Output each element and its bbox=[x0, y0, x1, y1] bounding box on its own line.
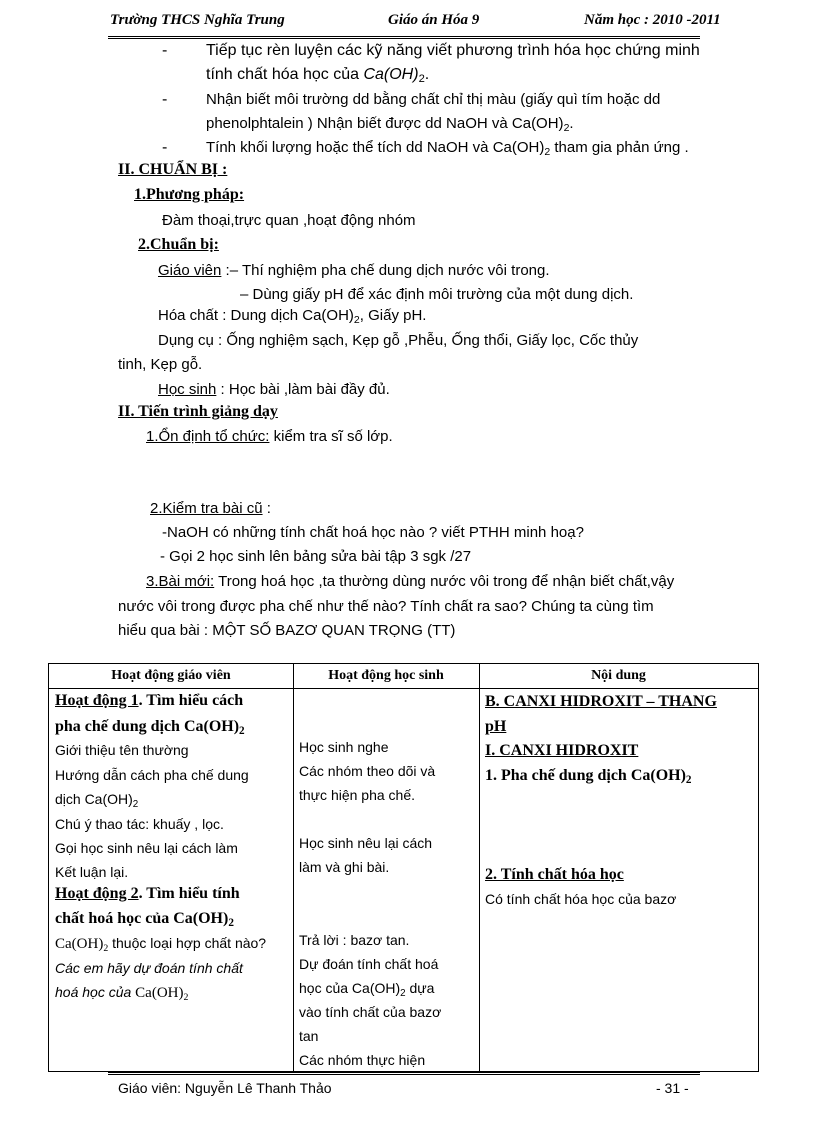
column-divider bbox=[293, 664, 294, 1071]
bullet-dash: - bbox=[162, 91, 168, 108]
new-lesson-text: Trong hoá học ,ta thường dùng nước vôi trong để nhận biết chất,vậy bbox=[214, 573, 675, 590]
teacher-line: Các em hãy dự đoán tính chất bbox=[55, 960, 243, 976]
activity-label: Hoạt động 1 bbox=[55, 692, 139, 709]
punctuation: : bbox=[262, 500, 271, 517]
content-title-canxi: I. CANXI HIDROXIT bbox=[485, 742, 639, 759]
bullet-dash: - bbox=[162, 42, 168, 59]
teacher-text: dịch Ca(OH) bbox=[55, 791, 133, 807]
teacher-prep-line2: – Dùng giấy pH để xác định môi trường của một dung dịch. bbox=[240, 286, 634, 303]
column-divider bbox=[479, 664, 480, 1071]
activity-text: pha chế dung dịch Ca(OH) bbox=[55, 718, 240, 735]
objective-text: phenolphtalein ) Nhận biết được dd NaOH và Ca(OH) bbox=[206, 115, 564, 132]
footer-teacher: Giáo viên: Nguyễn Lê Thanh Thảo bbox=[118, 1080, 332, 1096]
stable-label: 1.Ổn định tổ chức: bbox=[146, 428, 270, 445]
stable-text: kiểm tra sĩ số lớp. bbox=[269, 428, 393, 445]
method-text: Đàm thoại,trực quan ,hoạt động nhóm bbox=[162, 212, 416, 229]
subscript: 2 bbox=[544, 146, 551, 158]
student-line bbox=[299, 980, 435, 999]
student-line: làm và ghi bài. bbox=[299, 859, 390, 875]
subscript: 2 bbox=[563, 122, 570, 134]
formula: Ca(OH) bbox=[55, 936, 104, 952]
content-title-b-cont: pH bbox=[485, 718, 507, 735]
content-title-b: B. CANXI HIDROXIT – THANG bbox=[485, 693, 717, 710]
activity-text: chất hoá học của Ca(OH) bbox=[55, 910, 229, 927]
teacher-line: Hướng dẫn cách pha chế dung bbox=[55, 767, 249, 783]
content-text: 1. Pha chế dung dịch Ca(OH) bbox=[485, 767, 686, 784]
table-header-teacher: Hoạt động giáo viên bbox=[111, 668, 231, 683]
student-line: Học sinh nêu lại cách bbox=[299, 835, 433, 851]
header-rule bbox=[108, 36, 700, 37]
objective-2-line2 bbox=[206, 115, 574, 132]
subscript: 2 bbox=[685, 774, 692, 786]
student-line: Dự đoán tính chất hoá bbox=[299, 956, 439, 972]
teacher-line bbox=[55, 935, 266, 953]
activity-1-title-line2 bbox=[55, 718, 245, 736]
teacher-line: Gọi học sinh nêu lại cách làm bbox=[55, 840, 238, 856]
objective-1-line2 bbox=[206, 66, 429, 84]
student-line: vào tính chất của bazơ bbox=[299, 1004, 442, 1020]
new-lesson-line1 bbox=[146, 573, 674, 590]
objective-text: tính chất hóa học của bbox=[206, 66, 364, 83]
punctuation: . bbox=[569, 115, 574, 132]
subscript: 2 bbox=[353, 314, 360, 326]
activity-1-title bbox=[55, 692, 243, 710]
header-subject: Giáo án Hóa 9 bbox=[388, 12, 480, 28]
activity-2-title bbox=[55, 885, 240, 903]
teacher-text: hoá học của bbox=[55, 984, 136, 1000]
teacher-line: Kết luận lại. bbox=[55, 864, 129, 880]
lesson-table bbox=[48, 663, 759, 1072]
activity-2-title-line2 bbox=[55, 910, 234, 928]
section-title: II. CHUẨN BỊ : bbox=[118, 161, 228, 178]
chemicals-text: Hóa chất : Dung dịch Ca(OH) bbox=[158, 307, 354, 324]
student-line: Các nhóm theo dõi và bbox=[299, 763, 436, 779]
teacher-text: :– Thí nghiệm pha chế dung dịch nước vôi trong. bbox=[221, 262, 550, 279]
student-line: tan bbox=[299, 1028, 319, 1044]
student-text: : Học bài ,làm bài đầy đủ. bbox=[216, 381, 390, 398]
student-text: dựa bbox=[405, 980, 435, 996]
content-item-2: 2. Tính chất hóa học bbox=[485, 866, 624, 883]
teacher-line bbox=[55, 984, 188, 1002]
header-divider bbox=[49, 688, 758, 689]
check-question-2: - Gọi 2 học sinh lên bảng sửa bài tập 3 sgk /27 bbox=[160, 548, 472, 565]
objective-2-line1: Nhận biết môi trường dd bằng chất chỉ thị màu (giấy quì tím hoặc dd bbox=[206, 91, 661, 108]
student-line: Các nhóm thực hiện bbox=[299, 1052, 426, 1068]
header-rule bbox=[108, 38, 700, 39]
table-header-student: Hoạt động học sinh bbox=[328, 668, 444, 683]
check-label: 2.Kiểm tra bài cũ bbox=[150, 500, 263, 517]
content-item-1 bbox=[485, 767, 692, 785]
teacher-line: Giới thiệu tên thường bbox=[55, 742, 189, 758]
objective-1-line1: Tiếp tục rèn luyện các kỹ năng viết phương trình hóa học chứng minh bbox=[206, 42, 700, 59]
footer-rule bbox=[108, 1074, 700, 1075]
new-lesson-label: 3.Bài mới: bbox=[146, 573, 215, 590]
objective-text: tham gia phản ứng . bbox=[550, 139, 689, 156]
header-year: Năm học : 2010 -2011 bbox=[584, 12, 721, 28]
activity-text: . Tìm hiểu tính bbox=[138, 885, 240, 902]
header-school: Trường THCS Nghĩa Trung bbox=[110, 12, 285, 28]
tools-line1: Dụng cụ : Ống nghiệm sạch, Kẹp gỗ ,Phễu, Ống thổi, Giấy lọc, Cốc thủy bbox=[158, 332, 639, 349]
student-text: học của Ca(OH) bbox=[299, 980, 401, 996]
subscript: 2 bbox=[103, 943, 109, 954]
formula: Ca(OH) bbox=[135, 985, 184, 1001]
subscript: 2 bbox=[132, 799, 139, 810]
teacher-line bbox=[55, 791, 139, 810]
chemicals-line bbox=[158, 307, 426, 324]
new-lesson-line3: hiểu qua bài : MỘT SỐ BAZƠ QUAN TRỌNG (TT) bbox=[118, 622, 456, 639]
method-title: 1.Phương pháp: bbox=[134, 186, 245, 203]
activity-label: Hoạt động 2 bbox=[55, 885, 139, 902]
student-line: Trả lời : bazơ tan. bbox=[299, 932, 410, 948]
subscript: 2 bbox=[418, 73, 425, 85]
section-title: II. Tiến trình giảng dạy bbox=[118, 403, 278, 420]
student-prep-line bbox=[158, 381, 390, 398]
content-item-2-text: Có tính chất hóa học của bazơ bbox=[485, 891, 677, 907]
stable-line bbox=[146, 428, 393, 445]
subscript: 2 bbox=[400, 988, 406, 999]
check-question-1: -NaOH có những tính chất hoá học nào ? viết PTHH minh hoạ? bbox=[162, 524, 584, 541]
page-number: - 31 - bbox=[656, 1080, 689, 1096]
activity-text: . Tìm hiểu cách bbox=[138, 692, 244, 709]
tools-line2: tinh, Kẹp gỗ. bbox=[118, 356, 203, 373]
teacher-prep-line1 bbox=[158, 262, 550, 279]
prep-title: 2.Chuẩn bị: bbox=[138, 236, 219, 253]
subscript: 2 bbox=[183, 992, 189, 1003]
student-line: thực hiện pha chế. bbox=[299, 787, 416, 803]
teacher-label: Giáo viên bbox=[158, 262, 222, 279]
formula: Ca(OH) bbox=[363, 66, 419, 83]
check-title bbox=[150, 500, 271, 517]
new-lesson-line2: nước vôi trong được pha chế như thế nào? Tính chất ra sao? Chúng ta cùng tìm bbox=[118, 598, 654, 615]
punctuation: . bbox=[424, 66, 430, 83]
teacher-line: Chú ý thao tác: khuấy , lọc. bbox=[55, 816, 224, 832]
bullet-dash: - bbox=[162, 139, 168, 156]
student-line: Học sinh nghe bbox=[299, 739, 389, 755]
teacher-text: thuộc loại hợp chất nào? bbox=[108, 935, 267, 951]
objective-3-line1 bbox=[206, 139, 689, 156]
objective-text: Tính khối lượng hoặc thể tích dd NaOH và Ca(OH) bbox=[206, 139, 545, 156]
footer-rule bbox=[108, 1072, 700, 1073]
student-label: Học sinh bbox=[158, 381, 217, 398]
subscript: 2 bbox=[239, 725, 245, 737]
chemicals-text: , Giấy pH. bbox=[359, 307, 427, 324]
subscript: 2 bbox=[228, 917, 234, 929]
table-header-content: Nội dung bbox=[591, 668, 646, 683]
